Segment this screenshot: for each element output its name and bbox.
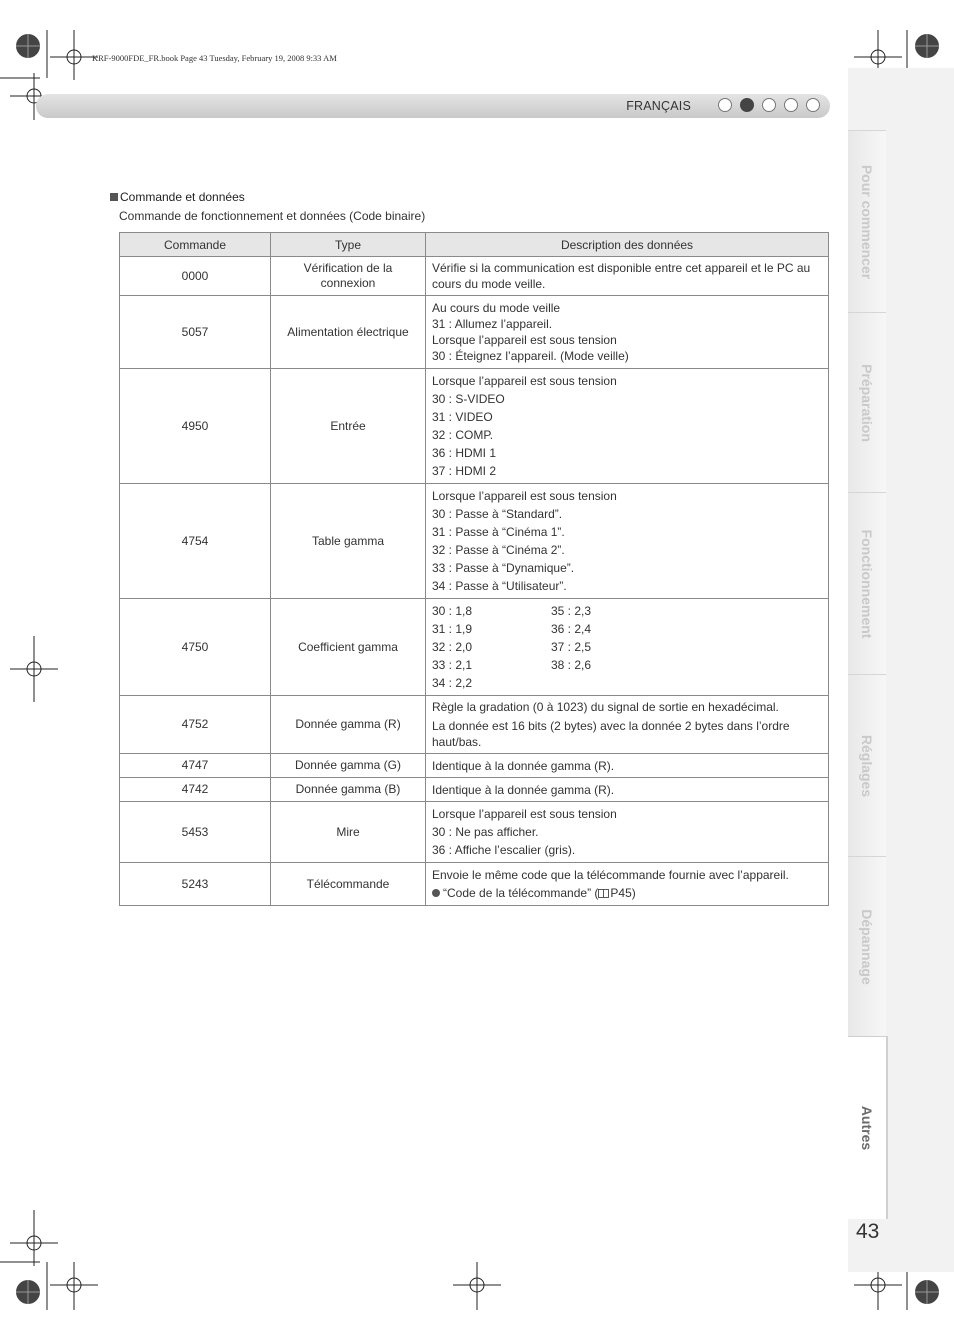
cell-type: Coefficient gamma <box>271 599 426 696</box>
cell-command: 4950 <box>120 369 271 484</box>
table-row <box>120 802 829 863</box>
print-info: KRF-9000FDE_FR.book Page 43 Tuesday, February 19, 2008 9:33 AM <box>92 53 337 63</box>
table-row <box>120 599 829 696</box>
cell-type: Donnée gamma (G) <box>271 754 426 778</box>
cell-type: Télécommande <box>271 863 426 906</box>
cell-command: 4754 <box>120 484 271 599</box>
section-subtitle: Commande de fonctionnement et données (Code binaire) <box>119 209 426 223</box>
header-bar <box>36 94 830 118</box>
cell-type: Table gamma <box>271 484 426 599</box>
remote-code-reference: “Code de la télécommande” ( P45) <box>432 884 822 902</box>
chapter-dot-1 <box>718 98 732 112</box>
language-label: FRANÇAIS <box>626 99 691 113</box>
bullet-icon <box>432 889 440 897</box>
cell-description: Vérifie si la communication est disponible entre cet appareil et le PC au cours du mode veille. <box>426 257 829 296</box>
tab-pour-commencer[interactable]: Pour commencer <box>848 130 886 313</box>
table-row <box>120 484 829 599</box>
table-row <box>120 778 829 802</box>
cell-description: Au cours du mode veille 31 : Allumez l’appareil. Lorsque l’appareil est sous tension 30 : Éteignez l’appareil. (Mode veille) <box>426 296 829 369</box>
book-reference-icon <box>598 889 609 898</box>
section-title: Commande et données <box>110 190 245 204</box>
cell-command: 4752 <box>120 696 271 754</box>
page-reference-link[interactable]: P45 <box>610 886 632 900</box>
cell-description: Lorsque l’appareil est sous tension 30 : Ne pas afficher. 36 : Affiche l’escalier (gris). <box>426 802 829 863</box>
tab-preparation[interactable]: Préparation <box>848 312 886 493</box>
cell-type: Donnée gamma (B) <box>271 778 426 802</box>
cell-type: Mire <box>271 802 426 863</box>
cell-command: 0000 <box>120 257 271 296</box>
header-commande: Commande <box>120 233 271 257</box>
cell-type: Entrée <box>271 369 426 484</box>
cell-command: 5453 <box>120 802 271 863</box>
table-row <box>120 369 829 484</box>
cell-description: Envoie le même code que la télécommande fournie avec l’appareil. “Code de la télécommande” ( P45) <box>426 863 829 906</box>
square-bullet-icon <box>110 193 118 201</box>
cell-command: 4747 <box>120 754 271 778</box>
table-row <box>120 696 829 754</box>
tab-reglages[interactable]: Réglages <box>848 674 886 857</box>
cell-command: 4742 <box>120 778 271 802</box>
cell-description: Identique à la donnée gamma (R). <box>426 754 829 778</box>
cell-description: Lorsque l’appareil est sous tension 30 : S-VIDEO 31 : VIDEO 32 : COMP. 36 : HDMI 1 37 : HDMI 2 <box>426 369 829 484</box>
page-number: 43 <box>856 1220 880 1243</box>
cell-command: 5243 <box>120 863 271 906</box>
cell-description: Lorsque l’appareil est sous tension 30 : Passe à “Standard”. 31 : Passe à “Cinéma 1”. 32 : Passe à “Cinéma 2”. 33 : Passe à “Dynamique”. 34 : Passe à “Utilisateur”. <box>426 484 829 599</box>
header-type: Type <box>271 233 426 257</box>
gamma-coefficient-list: 30 : 1,8 31 : 1,9 32 : 2,0 33 : 2,1 34 : 2,2 35 : 2,3 36 : 2,4 37 : 2,5 38 : 2,6 <box>432 604 592 690</box>
cell-command: 4750 <box>120 599 271 696</box>
cell-command: 5057 <box>120 296 271 369</box>
table-row <box>120 863 829 906</box>
cell-description: Règle la gradation (0 à 1023) du signal de sortie en hexadécimal. La donnée est 16 bits (2 bytes) avec la donnée 2 bytes dans l’ordre haut/bas. <box>426 696 829 754</box>
command-table <box>119 232 829 906</box>
tab-depannage[interactable]: Dépannage <box>848 856 886 1037</box>
table-row <box>120 296 829 369</box>
chapter-dot-3 <box>762 98 776 112</box>
chapter-dot-4 <box>784 98 798 112</box>
chapter-dots <box>718 98 820 112</box>
chapter-dot-2-active <box>740 98 754 112</box>
table-header-row <box>120 233 829 257</box>
header-description: Description des données <box>426 233 829 257</box>
tab-autres[interactable]: Autres <box>848 1036 888 1219</box>
cell-type: Donnée gamma (R) <box>271 696 426 754</box>
table-row <box>120 754 829 778</box>
cell-type: Alimentation électrique <box>271 296 426 369</box>
table-row <box>120 257 829 296</box>
cell-description: Identique à la donnée gamma (R). <box>426 778 829 802</box>
chapter-dot-5 <box>806 98 820 112</box>
tab-fonctionnement[interactable]: Fonctionnement <box>848 492 886 675</box>
cell-description <box>426 599 829 696</box>
cell-type: Vérification de la connexion <box>271 257 426 296</box>
